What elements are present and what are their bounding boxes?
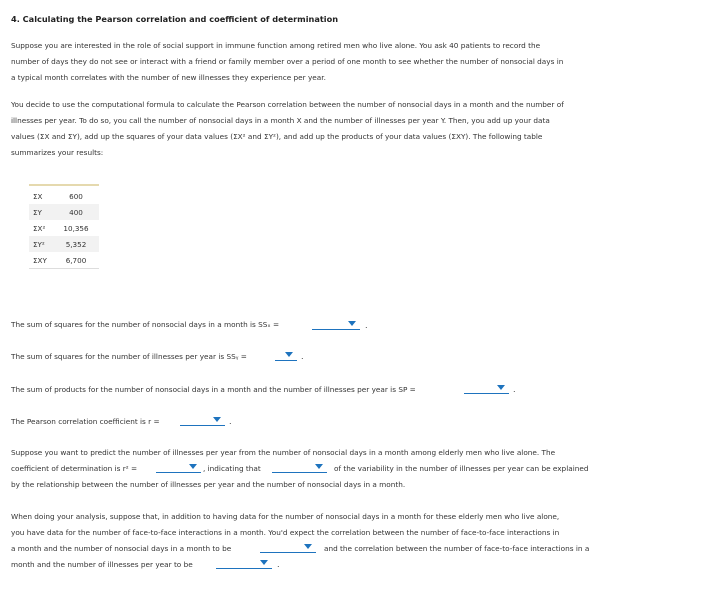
table-symbol: ΣX² [33,223,46,233]
chevron-down-icon [304,544,312,549]
method-line: You decide to use the computational formula to calculate the Pearson correlation between the number of nonsocial days in a month and the number of [11,100,564,109]
ssy-prompt: The sum of squares for the number of illnesses per year is SSᵧ = [11,352,247,361]
analysis-line: you have data for the number of face-to-face interactions in a month. You'd expect the correlation between the number of face-to-face interactions in [11,528,560,537]
period: . [277,560,280,569]
intro-paragraph [11,38,691,86]
period: . [513,385,516,394]
sp-dropdown[interactable] [464,384,509,394]
table-symbol: ΣY [29,204,53,220]
method-paragraph [11,97,691,161]
analysis-text: and the correlation between the number of face-to-face interactions in a [324,544,590,553]
ssx-dropdown[interactable] [312,320,360,330]
chevron-down-icon [213,417,221,422]
ssx-prompt: The sum of squares for the number of nonsocial days in a month is SSₓ = [11,320,280,329]
chevron-down-icon [315,464,323,469]
intro-line: a typical month correlates with the number of new illnesses they experience per year. [11,73,326,82]
period: . [229,417,232,426]
chevron-down-icon [260,560,268,565]
table-symbol: ΣXY [29,252,53,269]
r-dropdown[interactable] [180,416,225,426]
analysis-line: month and the number of illnesses per year to be [11,560,193,569]
analysis-line: When doing your analysis, suppose that, in addition to having data for the number of nonsocial days in a month for these elderly men who live alone, [11,512,560,521]
predict-text: of the variability in the number of illnesses per year can be explained [334,464,589,473]
table-symbol: ΣX [29,185,53,204]
sp-prompt: The sum of products for the number of nonsocial days in a month and the number of illnesses per year is SP = [11,385,416,394]
table-symbol: ΣY² [29,236,53,252]
table-value: 400 [53,204,99,220]
table-row [29,252,99,269]
chevron-down-icon [497,385,505,390]
face-illness-correlation-dropdown[interactable] [216,559,272,569]
summary-table [29,184,99,269]
predict-line: Suppose you want to predict the number of illnesses per year from the number of nonsocial days in a month among elderly men who live alone. The [11,448,556,457]
predict-line: by the relationship between the number of illnesses per year and the number of nonsocial days in a month. [11,480,406,489]
ssy-dropdown[interactable] [275,351,297,361]
table-value: 600 [53,185,99,204]
period: . [301,352,304,361]
intro-line: Suppose you are interested in the role of social support in immune function among retired men who live alone. You ask 40 patients to record the [11,41,541,50]
method-line: summarizes your results: [11,148,104,157]
method-line: values (ΣX and ΣY), add up the squares of your data values (ΣX² and ΣY²), and add up the products of your data values (ΣXY). The following table [11,132,543,141]
table-value: 6,700 [53,252,99,269]
table-row [29,204,99,220]
question-title: 4. Calculating the Pearson correlation and coefficient of determination [11,14,339,24]
intro-line: number of days they do not see or interact with a friend or family member over a period of one month to see whether the number of nonsocial days in [11,57,564,66]
method-line: illnesses per year. To do so, you call the number of nonsocial days in a month X and the number of illnesses per year Y. Then, you add up your data [11,116,550,125]
table-row [29,220,99,236]
predict-text: , indicating that [203,464,261,473]
face-nonsocial-correlation-dropdown[interactable] [260,543,316,553]
predict-line: coefficient of determination is r² = [11,464,138,473]
chevron-down-icon [285,352,293,357]
table-row [29,236,99,252]
variability-dropdown[interactable] [272,463,327,473]
r-squared-dropdown[interactable] [156,463,201,473]
period: . [365,321,368,330]
chevron-down-icon [348,321,356,326]
table-value: 10,356 [63,223,89,233]
table-row [29,185,99,204]
chevron-down-icon [189,464,197,469]
table-value: 5,352 [53,236,99,252]
r-prompt: The Pearson correlation coefficient is r = [11,417,160,426]
analysis-line: a month and the number of nonsocial days in a month to be [11,544,232,553]
